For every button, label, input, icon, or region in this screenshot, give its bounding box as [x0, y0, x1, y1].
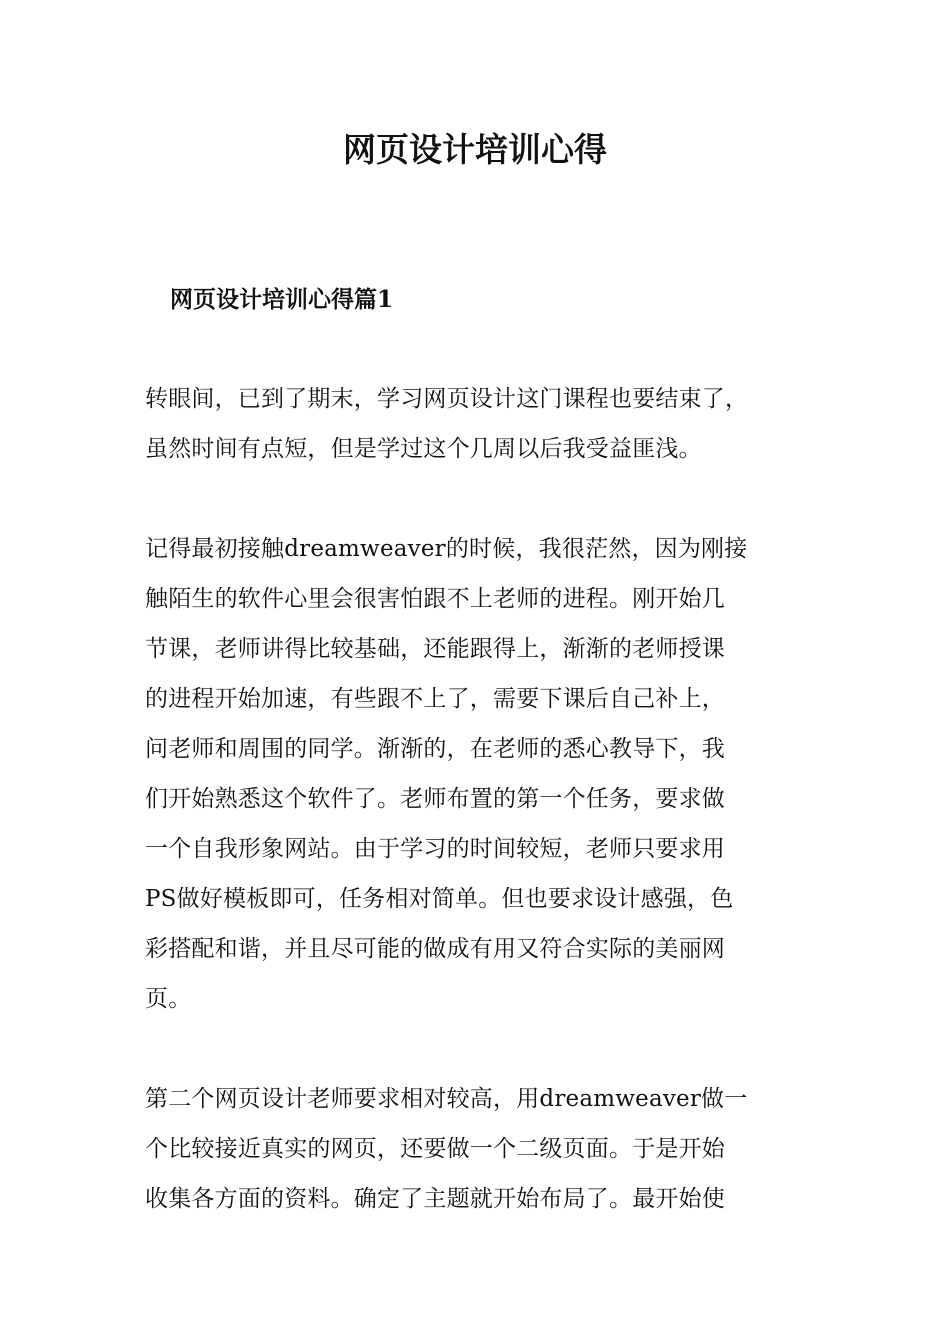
paragraph-line: 个比较接近真实的网页，还要做一个二级页面。于是开始 — [145, 1136, 725, 1162]
paragraph-line: 转眼间，已到了期末，学习网页设计这门课程也要结束了， — [145, 386, 749, 412]
paragraph-1 — [145, 374, 810, 474]
paragraph-line: 的进程开始加速，有些跟不上了，需要下课后自己补上， — [145, 686, 725, 712]
paragraph-line: 问老师和周围的同学。渐渐的，在老师的悉心教导下，我 — [145, 736, 725, 762]
paragraph-line: 页。 — [145, 986, 192, 1012]
paragraph-line: 彩搭配和谐，并且尽可能的做成有用又符合实际的美丽网 — [145, 936, 725, 962]
section-heading: 网页设计培训心得篇1 — [170, 286, 394, 313]
page-title: 网页设计培训心得 — [343, 130, 607, 169]
paragraph-line: 们开始熟悉这个软件了。老师布置的第一个任务，要求做 — [145, 786, 725, 812]
paragraph-line: 一个自我形象网站。由于学习的时间较短，老师只要求用 — [145, 836, 725, 862]
paragraph-line: 记得最初接触dreamweaver的时候，我很茫然，因为刚接 — [145, 536, 748, 562]
paragraph-line: 虽然时间有点短，但是学过这个几周以后我受益匪浅。 — [145, 436, 702, 462]
paragraph-line: 收集各方面的资料。确定了主题就开始布局了。最开始使 — [145, 1186, 725, 1212]
paragraph-3 — [145, 1074, 810, 1224]
paragraph-line: PS做好模板即可，任务相对简单。但也要求设计感强，色 — [145, 886, 734, 912]
paragraph-line: 第二个网页设计老师要求相对较高，用dreamweaver做一 — [145, 1086, 748, 1112]
paragraph-line: 节课，老师讲得比较基础，还能跟得上，渐渐的老师授课 — [145, 636, 725, 662]
paragraph-line: 触陌生的软件心里会很害怕跟不上老师的进程。刚开始几 — [145, 586, 725, 612]
paragraph-2 — [145, 524, 810, 1024]
